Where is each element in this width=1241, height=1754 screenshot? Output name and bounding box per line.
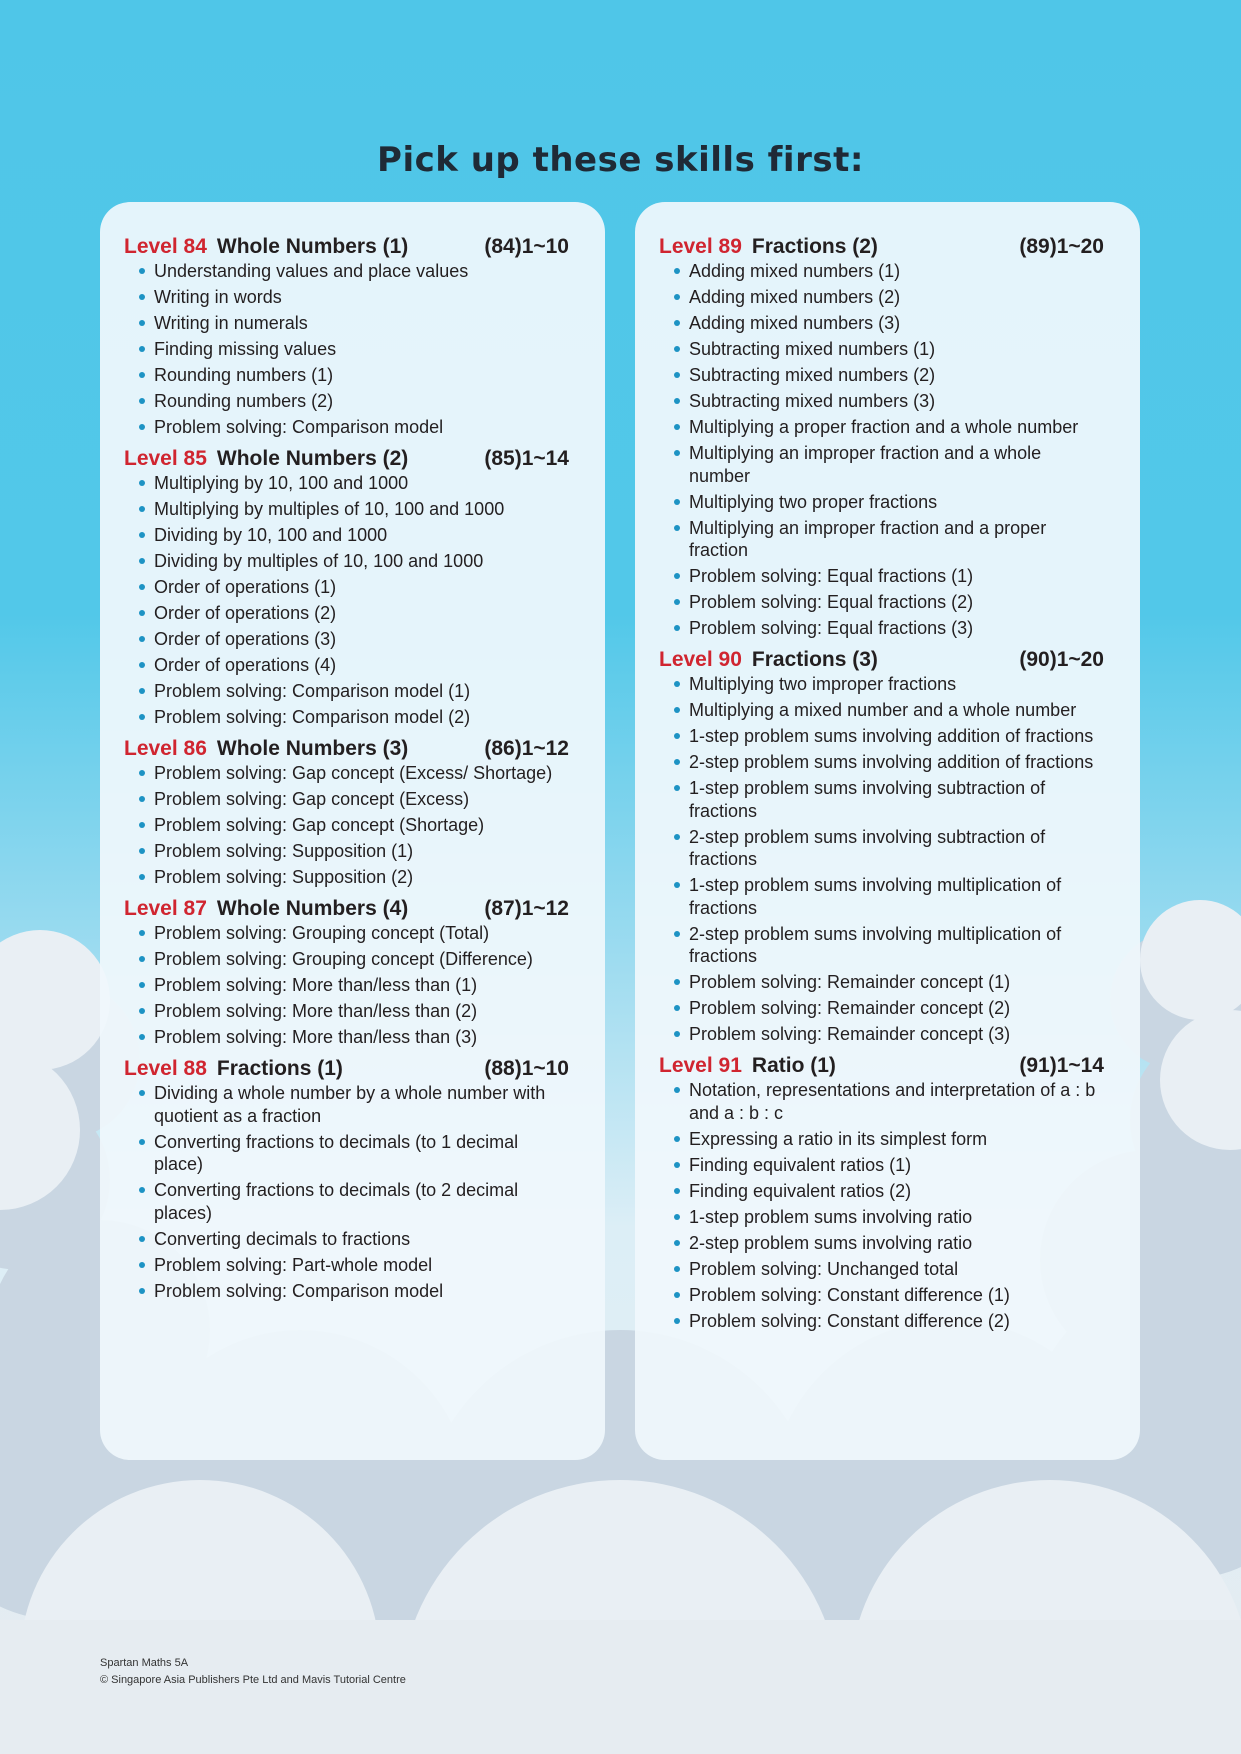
skill-label: 1-step problem sums involving addition of fractions <box>689 726 1094 746</box>
skill-label: Dividing by 10, 100 and 1000 <box>154 525 388 545</box>
skill-label: Rounding numbers (1) <box>154 365 334 385</box>
bullet-icon <box>139 796 145 802</box>
skill-label: Problem solving: More than/less than (3) <box>154 1027 478 1047</box>
skill-list <box>659 260 1104 647</box>
skill-label: Writing in words <box>154 287 282 307</box>
level-section <box>124 446 569 736</box>
bullet-icon <box>139 1262 145 1268</box>
skill-label: 1-step problem sums involving subtraction of fractions <box>689 778 1046 821</box>
level-section <box>124 896 569 1056</box>
skill-item <box>673 338 1104 361</box>
bullet-icon <box>139 1139 145 1145</box>
skill-item <box>673 997 1104 1020</box>
level-section <box>659 647 1104 1053</box>
skill-item <box>673 591 1104 614</box>
skill-label: Problem solving: More than/less than (2) <box>154 1001 478 1021</box>
skill-item <box>673 390 1104 413</box>
bullet-icon <box>674 1188 680 1194</box>
level-number: Level 85 <box>124 447 207 470</box>
bullet-icon <box>674 882 680 888</box>
skill-label: Subtracting mixed numbers (1) <box>689 339 936 359</box>
skill-label: Problem solving: Equal fractions (3) <box>689 618 974 638</box>
footer-copyright: © Singapore Asia Publishers Pte Ltd and Mavis Tutorial Centre <box>100 1674 406 1686</box>
bullet-icon <box>674 625 680 631</box>
skill-item <box>673 416 1104 439</box>
skill-list <box>124 1082 569 1310</box>
skill-item <box>138 814 569 837</box>
skill-item <box>138 1280 569 1303</box>
bullet-icon <box>139 320 145 326</box>
skill-label: Notation, representations and interpretation of a : b and a : b : c <box>689 1080 1096 1123</box>
skill-label: Multiplying an improper fraction and a whole number <box>689 443 1042 486</box>
level-number: Level 91 <box>659 1054 742 1077</box>
skill-label: Problem solving: Grouping concept (Difference) <box>154 949 533 969</box>
skill-item <box>673 1079 1104 1124</box>
bullet-icon <box>139 268 145 274</box>
level-header <box>124 234 569 260</box>
level-topic: Whole Numbers (1) <box>216 235 409 258</box>
skill-item <box>138 1131 569 1176</box>
skill-item <box>673 286 1104 309</box>
skill-label: Problem solving: Unchanged total <box>689 1258 959 1279</box>
bullet-icon <box>139 372 145 378</box>
bullet-icon <box>139 848 145 854</box>
skill-item <box>138 974 569 997</box>
bullet-icon <box>139 1187 145 1193</box>
skill-label: Problem solving: Grouping concept (Total) <box>154 923 490 943</box>
skill-label: Problem solving: Comparison model (1) <box>154 681 471 701</box>
bullet-icon <box>139 688 145 694</box>
skill-item <box>138 1000 569 1023</box>
skill-item <box>673 517 1104 562</box>
skill-item <box>673 923 1104 968</box>
bullet-icon <box>674 599 680 605</box>
level-worksheet-range: (85)1~14 <box>484 447 569 470</box>
skill-item <box>673 751 1104 774</box>
skill-label: Subtracting mixed numbers (2) <box>689 365 936 385</box>
skill-item <box>673 1154 1104 1177</box>
bullet-icon <box>674 372 680 378</box>
bullet-icon <box>674 1214 680 1220</box>
skill-item <box>138 840 569 863</box>
bullet-icon <box>674 320 680 326</box>
skill-item <box>673 1128 1104 1151</box>
level-number: Level 87 <box>124 897 207 920</box>
level-section <box>659 1053 1104 1340</box>
skill-item <box>673 777 1104 822</box>
level-section <box>124 736 569 896</box>
level-worksheet-range: (88)1~10 <box>484 1057 569 1080</box>
skill-item <box>673 826 1104 871</box>
bullet-icon <box>139 1090 145 1096</box>
footer <box>100 1655 406 1689</box>
skill-label: Multiplying by multiples of 10, 100 and 1000 <box>154 499 505 519</box>
skill-label: Rounding numbers (2) <box>154 391 334 411</box>
skill-item <box>138 364 569 387</box>
skill-label: 2-step problem sums involving ratio <box>689 1232 973 1253</box>
skill-item <box>673 565 1104 588</box>
bullet-icon <box>139 930 145 936</box>
skill-item <box>138 602 569 625</box>
skill-item <box>138 550 569 573</box>
bullet-icon <box>674 681 680 687</box>
bullet-icon <box>674 1136 680 1142</box>
skill-label: 2-step problem sums involving subtraction of fractions <box>689 826 1046 869</box>
skill-item <box>138 654 569 677</box>
bullet-icon <box>674 268 680 274</box>
level-number: Level 88 <box>124 1057 207 1080</box>
skill-list <box>659 673 1104 1053</box>
level-topic: Whole Numbers (2) <box>216 447 409 470</box>
skill-label: Problem solving: Gap concept (Excess/ Shortage) <box>154 763 553 783</box>
skill-label: Dividing a whole number by a whole number with quotient as a fraction <box>154 1083 546 1126</box>
skill-label: Problem solving: Part-whole model <box>154 1254 433 1275</box>
level-worksheet-range: (90)1~20 <box>1019 648 1104 671</box>
level-topic: Ratio (1) <box>751 1054 836 1077</box>
level-worksheet-range: (89)1~20 <box>1019 235 1104 258</box>
bullet-icon <box>674 1087 680 1093</box>
level-section <box>659 234 1104 647</box>
bullet-icon <box>674 450 680 456</box>
skill-item <box>673 725 1104 748</box>
bullet-icon <box>674 834 680 840</box>
skill-label: Adding mixed numbers (3) <box>689 313 901 333</box>
skill-label: Order of operations (2) <box>154 603 337 623</box>
bullet-icon <box>674 573 680 579</box>
bullet-icon <box>674 707 680 713</box>
skill-list <box>124 260 569 446</box>
skill-item <box>673 1232 1104 1255</box>
skill-label: Problem solving: Remainder concept (3) <box>689 1024 1011 1044</box>
skill-label: Order of operations (1) <box>154 577 337 597</box>
bullet-icon <box>139 480 145 486</box>
skill-label: 1-step problem sums involving ratio <box>689 1206 973 1227</box>
level-number: Level 86 <box>124 737 207 760</box>
bullet-icon <box>139 506 145 512</box>
skill-label: Converting fractions to decimals (to 1 decimal place) <box>154 1131 519 1174</box>
bullet-icon <box>139 1288 145 1294</box>
bullet-icon <box>674 1318 680 1324</box>
skill-item <box>138 680 569 703</box>
bullet-icon <box>139 1034 145 1040</box>
level-worksheet-range: (86)1~12 <box>484 737 569 760</box>
skill-label: Problem solving: Supposition (1) <box>154 841 414 861</box>
skill-label: Finding missing values <box>154 339 337 359</box>
skill-item <box>138 1179 569 1224</box>
skill-label: Problem solving: Comparison model <box>154 417 444 437</box>
bullet-icon <box>674 733 680 739</box>
skill-item <box>673 1258 1104 1281</box>
right-skills-panel <box>635 202 1140 1460</box>
level-header <box>124 896 569 922</box>
skill-item <box>673 260 1104 283</box>
skill-label: Adding mixed numbers (2) <box>689 287 901 307</box>
skill-item <box>673 364 1104 387</box>
level-number: Level 84 <box>124 235 207 258</box>
skill-item <box>138 338 569 361</box>
bullet-icon <box>139 982 145 988</box>
skill-item <box>673 1284 1104 1307</box>
skill-item <box>673 491 1104 514</box>
bullet-icon <box>674 785 680 791</box>
skill-label: Expressing a ratio in its simplest form <box>689 1128 988 1149</box>
skill-item <box>138 628 569 651</box>
skill-item <box>673 673 1104 696</box>
bullet-icon <box>139 956 145 962</box>
skill-list <box>659 1079 1104 1340</box>
skill-item <box>138 1026 569 1049</box>
skill-item <box>673 1180 1104 1203</box>
skill-label: Converting decimals to fractions <box>154 1228 411 1249</box>
skill-item <box>138 706 569 729</box>
level-header <box>659 1053 1104 1079</box>
skill-label: Problem solving: Constant difference (2) <box>689 1310 1010 1331</box>
bullet-icon <box>139 662 145 668</box>
bullet-icon <box>139 610 145 616</box>
bullet-icon <box>139 874 145 880</box>
skill-item <box>138 472 569 495</box>
skill-item <box>138 390 569 413</box>
bullet-icon <box>139 532 145 538</box>
bullet-icon <box>674 1292 680 1298</box>
skill-label: Order of operations (4) <box>154 655 337 675</box>
bullet-icon <box>139 714 145 720</box>
bullet-icon <box>139 424 145 430</box>
skill-label: Problem solving: Equal fractions (1) <box>689 566 974 586</box>
skill-label: Order of operations (3) <box>154 629 337 649</box>
skill-item <box>138 762 569 785</box>
skill-item <box>673 617 1104 640</box>
bullet-icon <box>139 294 145 300</box>
skill-label: Problem solving: Gap concept (Excess) <box>154 789 470 809</box>
skill-item <box>138 1254 569 1277</box>
bullet-icon <box>139 398 145 404</box>
skill-item <box>138 788 569 811</box>
bullet-icon <box>139 558 145 564</box>
bullet-icon <box>674 1031 680 1037</box>
skill-label: Multiplying two proper fractions <box>689 491 938 512</box>
skill-label: Problem solving: Supposition (2) <box>154 867 414 887</box>
skill-list <box>124 922 569 1056</box>
bullet-icon <box>674 1005 680 1011</box>
page-title: Pick up these skills first: <box>377 140 864 180</box>
skill-item <box>138 260 569 283</box>
bullet-icon <box>139 584 145 590</box>
skill-item <box>138 416 569 439</box>
bullet-icon <box>674 979 680 985</box>
bullet-icon <box>674 398 680 404</box>
footer-book-title: Spartan Maths 5A <box>100 1657 189 1669</box>
skill-label: Understanding values and place values <box>154 261 469 281</box>
bullet-icon <box>139 822 145 828</box>
skill-item <box>673 1310 1104 1333</box>
skill-item <box>138 498 569 521</box>
skill-list <box>124 762 569 896</box>
level-topic: Fractions (3) <box>751 648 878 671</box>
skill-label: Converting fractions to decimals (to 2 decimal places) <box>154 1180 519 1223</box>
skill-item <box>673 699 1104 722</box>
bullet-icon <box>674 759 680 765</box>
level-topic: Fractions (2) <box>751 235 878 258</box>
level-number: Level 90 <box>659 648 742 671</box>
level-worksheet-range: (84)1~10 <box>484 235 569 258</box>
skill-item <box>138 286 569 309</box>
bullet-icon <box>674 931 680 937</box>
bullet-icon <box>674 525 680 531</box>
skill-label: Problem solving: Comparison model <box>154 1280 444 1301</box>
skill-list <box>124 472 569 736</box>
level-header <box>124 1056 569 1082</box>
skill-label: Subtracting mixed numbers (3) <box>689 391 936 411</box>
skill-item <box>138 866 569 889</box>
skill-item <box>138 1228 569 1251</box>
skill-label: Adding mixed numbers (1) <box>689 261 901 281</box>
skill-item <box>673 971 1104 994</box>
skill-item <box>673 442 1104 487</box>
bullet-icon <box>139 1008 145 1014</box>
skill-label: Finding equivalent ratios (2) <box>689 1180 912 1201</box>
skill-label: Problem solving: Remainder concept (2) <box>689 998 1011 1018</box>
skill-item <box>138 922 569 945</box>
bullet-icon <box>674 346 680 352</box>
skill-label: Multiplying by 10, 100 and 1000 <box>154 473 409 493</box>
skill-label: Problem solving: Gap concept (Shortage) <box>154 815 485 835</box>
skill-label: Dividing by multiples of 10, 100 and 1000 <box>154 551 484 571</box>
skill-label: Problem solving: More than/less than (1) <box>154 975 478 995</box>
skill-item <box>673 1206 1104 1229</box>
skill-item <box>138 524 569 547</box>
level-header <box>659 647 1104 673</box>
bullet-icon <box>139 1236 145 1242</box>
skill-item <box>673 312 1104 335</box>
left-skills-panel <box>100 202 605 1460</box>
bullet-icon <box>674 1240 680 1246</box>
level-topic: Whole Numbers (3) <box>216 737 409 760</box>
level-number: Level 89 <box>659 235 742 258</box>
bullet-icon <box>674 1266 680 1272</box>
skill-item <box>673 1023 1104 1046</box>
level-worksheet-range: (87)1~12 <box>484 897 569 920</box>
skill-label: 1-step problem sums involving multiplication of fractions <box>689 875 1062 918</box>
skill-item <box>138 576 569 599</box>
skill-label: Problem solving: Equal fractions (2) <box>689 592 974 612</box>
skill-item <box>673 874 1104 919</box>
skill-item <box>138 948 569 971</box>
skill-label: Problem solving: Constant difference (1) <box>689 1284 1010 1305</box>
bullet-icon <box>674 424 680 430</box>
level-section <box>124 234 569 446</box>
bullet-icon <box>139 770 145 776</box>
skill-label: Problem solving: Comparison model (2) <box>154 707 471 727</box>
skill-label: Finding equivalent ratios (1) <box>689 1154 912 1175</box>
level-worksheet-range: (91)1~14 <box>1019 1054 1104 1077</box>
level-section <box>124 1056 569 1310</box>
skill-label: Writing in numerals <box>154 313 308 333</box>
level-topic: Fractions (1) <box>216 1057 343 1080</box>
skill-label: Problem solving: Remainder concept (1) <box>689 972 1011 992</box>
skill-label: Multiplying an improper fraction and a proper fraction <box>689 517 1047 560</box>
bullet-icon <box>139 636 145 642</box>
bullet-icon <box>674 294 680 300</box>
level-header <box>124 446 569 472</box>
skill-label: 2-step problem sums involving addition of fractions <box>689 752 1094 772</box>
skill-label: Multiplying a mixed number and a whole number <box>689 700 1077 720</box>
level-topic: Whole Numbers (4) <box>216 897 409 920</box>
bullet-icon <box>139 346 145 352</box>
bullet-icon <box>674 499 680 505</box>
skill-label: Multiplying a proper fraction and a whole number <box>689 417 1079 437</box>
skill-item <box>138 1082 569 1127</box>
skill-label: Multiplying two improper fractions <box>689 674 957 694</box>
level-header <box>659 234 1104 260</box>
level-header <box>124 736 569 762</box>
skill-item <box>138 312 569 335</box>
skill-label: 2-step problem sums involving multiplication of fractions <box>689 923 1062 966</box>
bullet-icon <box>674 1162 680 1168</box>
